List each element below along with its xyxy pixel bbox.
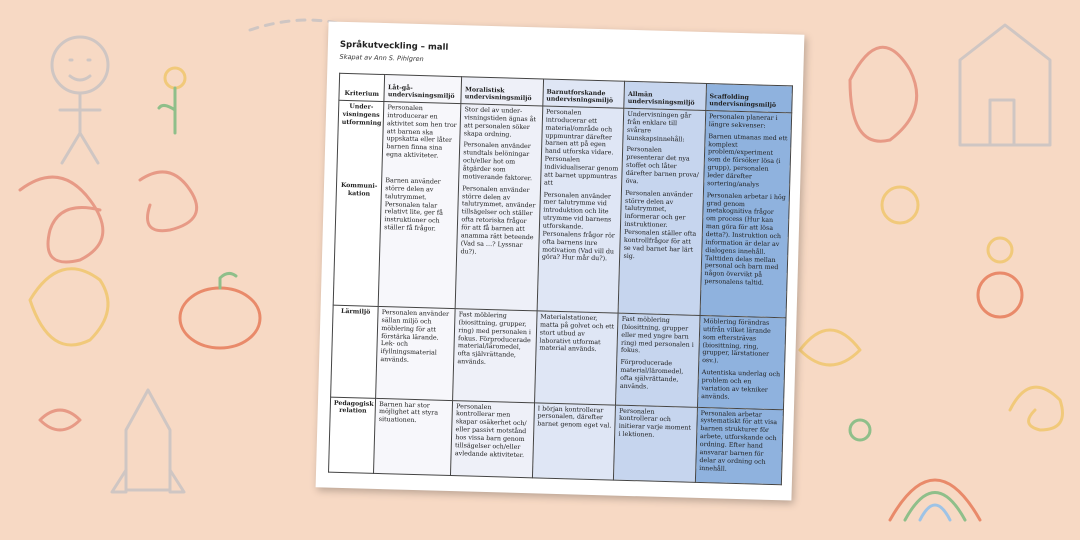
table-cell [378, 102, 461, 309]
table-cell [614, 405, 698, 482]
document-subtitle: Skapat av Ann S. Pihlgren [339, 52, 424, 64]
cell-text: Barnen använder större delen av talutrymmet. Personalen talar relativt lite, ger få instruktioner och ställer få frågor. [384, 177, 443, 233]
rainbow-doodle-icon [890, 480, 980, 520]
header-moralistisk: Moralistisk undervisningsmiljö [461, 77, 543, 106]
ball-doodle-icon [978, 273, 1022, 317]
table-row [331, 305, 786, 409]
header-kriterium: Kriterium [339, 73, 385, 101]
pumpkin-doodle-icon [180, 288, 260, 348]
table-cell [534, 311, 618, 405]
cell-text: Personalen introducerar en aktivitet som hen tror att barnen ska uppskatta eller låter barnen finna sina egna aktiviteter. [386, 104, 457, 160]
cell-text: Förproducerade material/läromedel, ofta självrättande, används. [619, 359, 684, 391]
document-title: Språkutveckling – mall [339, 39, 449, 53]
cell-text: Personalen använder sällan miljö och möblering för att förstärka lärande. Lek- och ifyllningsmaterial används. [380, 309, 450, 364]
cell-text: Personalen använder mer talutrymme vid introduktion och lite utrymme vid barnens utforskande. Personalens frågor rör ofta barnens inre motivation (Vad vill du göra? Hur mår du?). [541, 191, 615, 263]
table-cell [451, 400, 535, 477]
table-row [333, 100, 792, 318]
cell-text: Personalen planerar i längre sekvenser: [708, 113, 778, 130]
flower-doodle-icon [165, 68, 185, 88]
criterion-cell [333, 100, 384, 306]
table-cell [455, 104, 542, 311]
cell-text: Fast möblering (biosittning, grupper eller med yngre barn ring) med personalen i fokus. [620, 315, 694, 355]
cell-text: Undervisningen går från enklare till svårare kunskapsinnehåll: [626, 110, 692, 144]
criterion-cell [331, 305, 379, 398]
cell-text: Personalen arbetar systematiskt för att visa barnen strukturer för arbete, utforskande och ordning. Efter hand ansvarar barnen för delar av ordning och innehåll. [699, 409, 778, 473]
criterion-label: Lärmiljö [340, 307, 371, 316]
house-doodle-icon [960, 25, 1050, 145]
cell-text: Barnen har stor möjlighet att styra situationen. [378, 400, 439, 425]
cell-text: Autentiska underlag och problem och en variation av tekniker används. [701, 369, 781, 401]
cell-text: Personalen använder stundtals belöningar och/eller hot om åtgärder som motiverande faktorer. [462, 141, 533, 183]
cell-text: Materialstationer, matta på golvet och ett stort utbud av laborativt utformat material används. [539, 313, 615, 354]
table-cell [695, 407, 783, 484]
cell-text: Stor del av under-visningstiden ägnas åt att personalen söker skapa ordning. [463, 106, 537, 139]
table-cell [618, 108, 705, 315]
rooster-doodle-icon [850, 47, 917, 141]
header-allman: Allmän undervisningsmiljö [624, 81, 706, 110]
cell-text: Personalen arbetar i hög grad genom metakognitiva frågor om process (Hur kan man göra för att lösa detta?). Instruktion och information är delar av dialogens innehåll. Talttiden delas mellan personal och barn med någon övervikt på personalens taltid. [704, 191, 786, 287]
table-cell [374, 398, 453, 475]
cell-text: Personalen använder större delen av talutrymmet, informerar och ger instruktioner. Personalen ställer ofta kontrollfrågor för att se vad barnet har lärt sig. [623, 189, 697, 260]
table-cell [616, 313, 700, 407]
criterion-label: Pedagogisk relation [333, 399, 374, 416]
table-row [329, 397, 784, 485]
cell-text: Barnen utmanas med ett komplext problem/experiment som de försöker lösa (i grupp), personalen leder därefter sortering/analys [707, 132, 788, 189]
table-cell [697, 315, 786, 409]
header-scaffolding: Scaffolding undervisningsmiljö [706, 84, 793, 113]
cell-text: I början kontrollerar personalen, därefter barnet genom eget val. [537, 405, 612, 430]
table-cell [453, 309, 537, 403]
flower-right-doodle-icon [882, 187, 918, 223]
cell-text: Personalen kontrollerar och initierar varje moment i lektionen. [618, 407, 692, 439]
header-lat-ga: Låt-gå-undervisningsmiljö [384, 75, 462, 104]
cell-text: Personalen presenterar det nya stoffet och låter därefter barnen prova/öva. [625, 146, 699, 186]
document-sheet [316, 21, 805, 500]
table-cell [532, 402, 616, 479]
cell-text: Fast möblering (biosittning, grupper, ring) med personalen i fokus. Förproducerade material/läromedel, ofta självrättande, används. [457, 311, 532, 367]
table-cell [537, 106, 624, 313]
hedgehog-doodle-icon [30, 269, 108, 345]
criterion-cell [329, 397, 376, 473]
cell-text: Personalen kontrollerar men skapar osäkerhet och/ eller passivt motstånd hos vissa barn genom tillsägelser och/eller avledande aktiviteter. [454, 402, 527, 459]
cell-text: Möblering förändras utifrån vilket lärande som eftersträvas (biosittning, ring, grupper, lärstationer osv.). [702, 318, 771, 365]
criterion-label: Under-visningens utformning [341, 103, 382, 127]
snail-doodle-icon [1010, 387, 1063, 430]
table-cell [700, 111, 792, 318]
header-barnutforskande: Barnutforskande undervisningsmiljö [543, 79, 625, 108]
cell-text: Personalen använder större delen av talutrymmet, använder tillsägelser och ställer ofta retoriska frågor för att få barnen att anamma rätt beteende (Vad sa …? Lyssnar du?). [460, 184, 536, 256]
language-development-matrix [328, 73, 793, 485]
cell-text: Personalen introducerar ett material/område och uppmuntrar därefter barnen att på egen hand utforska vidare. Personalen individualiserar genom att barnet uppmuntras att [543, 108, 619, 187]
face-doodle-icon [52, 37, 108, 93]
criterion-label: Kommuni-kation [340, 182, 378, 198]
rocket-doodle-icon [112, 390, 184, 492]
table-cell [376, 306, 456, 400]
